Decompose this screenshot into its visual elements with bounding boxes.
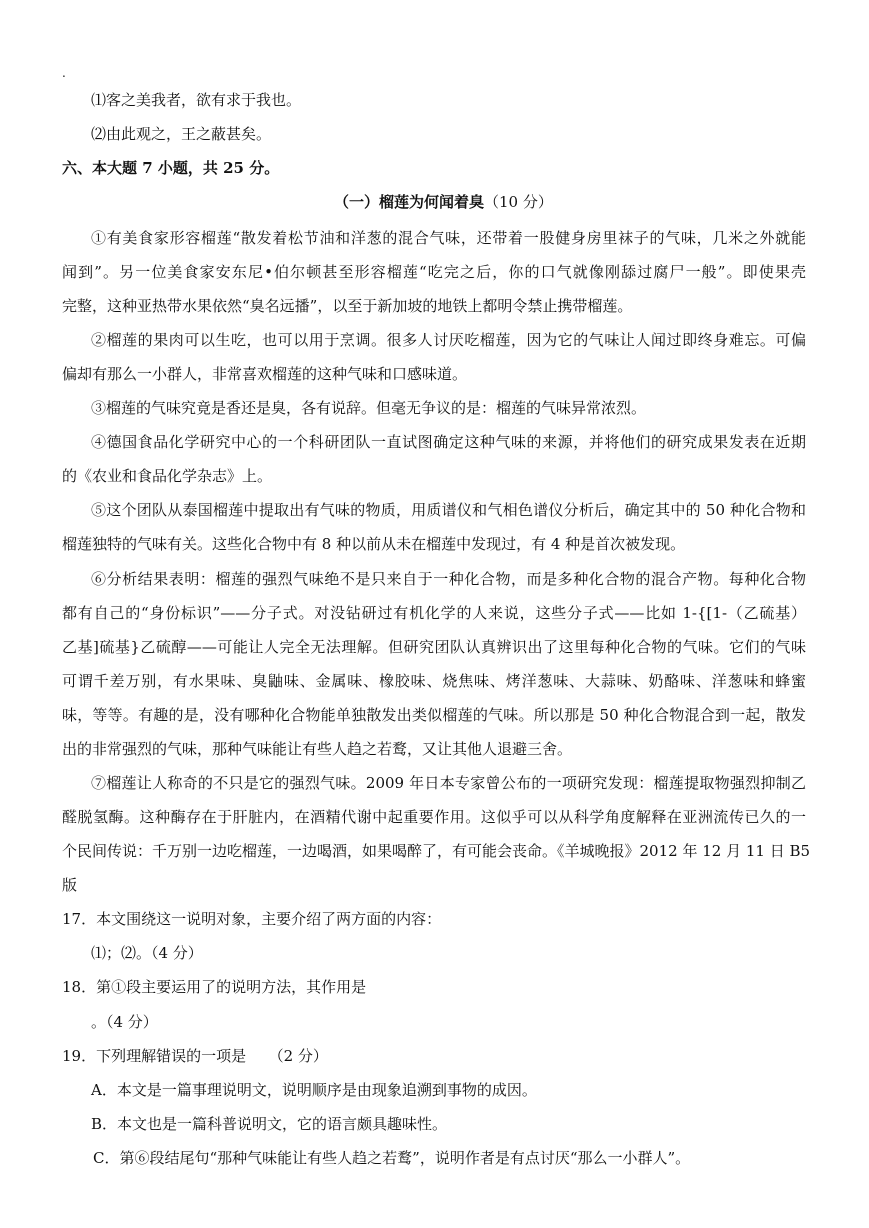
question-19: 19．下列理解错误的一项是 （2 分） — [62, 1047, 328, 1065]
quote-line-1: ⑴客之美我者，欲有求于我也。 — [91, 91, 302, 109]
quote-line-2: ⑵由此观之，王之蔽甚矣。 — [91, 125, 272, 143]
question-17-answer-line: ⑴；⑵。（4 分） — [91, 944, 203, 962]
paragraph-line: ④德国食品化学研究中心的一个科研团队一直试图确定这种气味的来源，并将他们的研究成果发表在近期 — [91, 433, 806, 451]
paragraph-line: 醛脱氢酶。这种酶存在于肝脏内，在酒精代谢中起重要作用。这似乎可以从科学角度解释在亚洲流传已久的一 — [62, 808, 806, 826]
paragraph-line: ⑦榴莲让人称奇的不只是它的强烈气味。2009 年日本专家曾公布的一项研究发现：榴莲提取物强烈抑制乙 — [91, 774, 806, 792]
paragraph-line: 闻到”。另一位美食家安东尼•伯尔顿甚至形容榴莲“吃完之后，你的口气就像刚舔过腐尸一般”。即使果壳 — [62, 263, 806, 281]
paragraph-line: ⑥分析结果表明：榴莲的强烈气味绝不是只来自于一种化合物，而是多种化合物的混合产物。每种化合物 — [91, 570, 806, 588]
paragraph-line: 榴莲独特的气味有关。这些化合物中有 8 种以前从未在榴莲中发现过，有 4 种是首次被发现。 — [62, 535, 686, 553]
option-a: A．本文是一篇事理说明文，说明顺序是由现象追溯到事物的成因。 — [91, 1081, 537, 1099]
article-title: （一）榴莲为何闻着臭 — [334, 193, 485, 211]
paragraph-line: 味，等等。有趣的是，没有哪种化合物能单独散发出类似榴莲的气味。所以那是 50 种化合物混合到一起，散发 — [62, 706, 806, 724]
paragraph-line: 可谓千差万别，有水果味、臭鼬味、金属味、橡胶味、烧焦味、烤洋葱味、大蒜味、奶酪味、洋葱味和蜂蜜 — [62, 672, 806, 690]
question-18: 18．第①段主要运用了的说明方法，其作用是 — [62, 978, 367, 996]
paragraph-line: ③榴莲的气味究竟是香还是臭，各有说辞。但毫无争议的是：榴莲的气味异常浓烈。 — [91, 399, 647, 417]
paragraph-line: 完整，这种亚热带水果依然“臭名远播”，以至于新加坡的地铁上都明令禁止携带榴莲。 — [62, 297, 633, 315]
paragraph-line: ②榴莲的果肉可以生吃，也可以用于烹调。很多人讨厌吃榴莲，因为它的气味让人闻过即终身难忘。可偏 — [91, 331, 806, 349]
paragraph-line: 都有自己的“身份标识”——分子式。对没钻研过有机化学的人来说，这些分子式——比如 1-{[1-（乙硫基） — [62, 604, 806, 622]
question-17: 17．本文围绕这一说明对象，主要介绍了两方面的内容： — [62, 910, 442, 928]
article-title-row — [334, 192, 553, 212]
paragraph-line: ⑤这个团队从泰国榴莲中提取出有气味的物质，用质谱仪和气相色谱仪分析后，确定其中的 50 种化合物和 — [91, 501, 806, 519]
article-score: （10 分） — [484, 193, 553, 211]
paragraph-line: 个民间传说：千万别一边吃榴莲，一边喝酒，如果喝醉了，有可能会丧命。《羊城晚报》2012 年 12 月 11 日 B5 — [62, 842, 811, 860]
option-b: B．本文也是一篇科普说明文，它的语言颇具趣味性。 — [91, 1115, 448, 1133]
paragraph-line: 偏却有那么一小群人，非常喜欢榴莲的这种气味和口感味道。 — [62, 365, 468, 383]
paragraph-line: 乙基]硫基}乙硫醇——可能让人完全无法理解。但研究团队认真辨识出了这里每种化合物的气味。它们的气味 — [62, 638, 806, 656]
section-heading: 六、本大题 7 小题，共 25 分。 — [62, 159, 280, 177]
paragraph-line: 出的非常强烈的气味，那种气味能让有些人趋之若鹜，又让其他人退避三舍。 — [62, 740, 573, 758]
paragraph-line: 的《农业和食品化学杂志》上。 — [62, 467, 273, 485]
question-18-answer-line: 。（4 分） — [91, 1013, 158, 1031]
paragraph-line: ①有美食家形容榴莲“散发着松节油和洋葱的混合气味，还带着一股健身房里袜子的气味，几米之外就能 — [91, 229, 806, 247]
top-mark: . — [62, 66, 66, 80]
paragraph-line: 版 — [62, 876, 78, 894]
option-c: C．第⑥段结尾句“那种气味能让有些人趋之若鹜”，说明作者是有点讨厌“那么一小群人”。 — [93, 1149, 691, 1167]
